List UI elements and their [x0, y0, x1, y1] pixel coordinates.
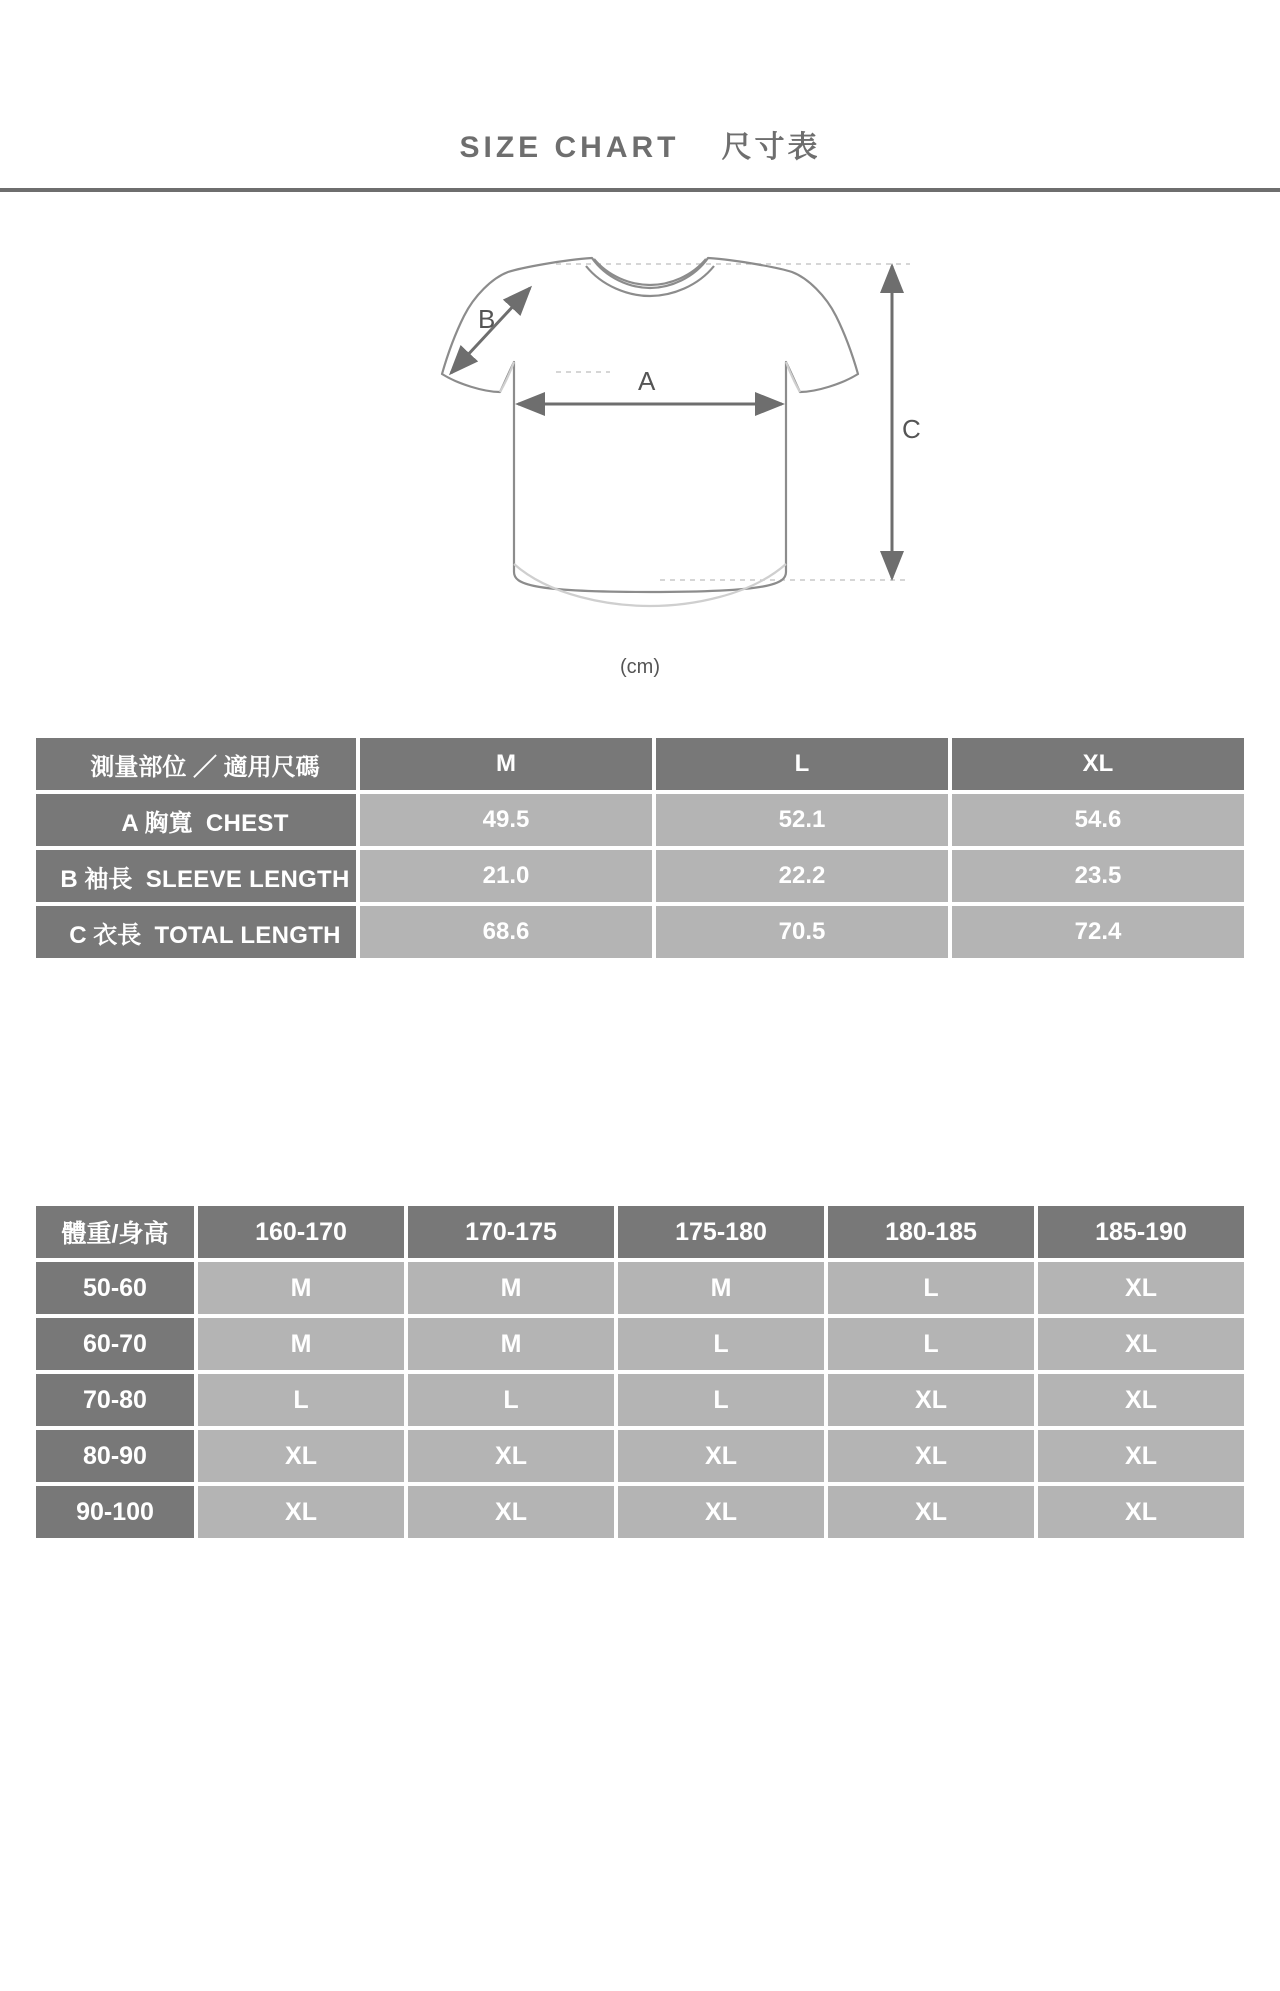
table-cell: XL	[1038, 1486, 1244, 1538]
table-cell: L	[828, 1318, 1034, 1370]
table-cell: 21.0	[360, 850, 652, 902]
weight-row-label-5: 90-100	[36, 1486, 194, 1538]
table-cell: L	[198, 1374, 404, 1426]
table-cell: M	[198, 1318, 404, 1370]
height-header-5: 185-190	[1038, 1206, 1244, 1258]
table-cell: M	[408, 1262, 614, 1314]
section-spacer	[0, 962, 1280, 1202]
row-label-zh: 胸寬	[144, 809, 193, 837]
weight-row-label-1: 50-60	[36, 1262, 194, 1314]
measurement-table-block	[32, 734, 1248, 962]
table-cell: 52.1	[656, 794, 948, 846]
size-header-m: M	[360, 738, 652, 790]
garment-diagram	[0, 192, 1280, 692]
measurement-row-label-sleeve	[36, 850, 356, 902]
page-title-en: SIZE CHART	[459, 131, 680, 164]
table-row	[36, 906, 1244, 958]
table-cell: 22.2	[656, 850, 948, 902]
fit-table	[32, 1202, 1248, 1542]
height-header-2: 170-175	[408, 1206, 614, 1258]
size-header-xl: XL	[952, 738, 1244, 790]
measurement-row-label-total	[36, 906, 356, 958]
table-cell: L	[618, 1374, 824, 1426]
measurement-table-corner: 測量部位 ／ 適用尺碼	[36, 738, 356, 790]
row-label-en: TOTAL LENGTH	[154, 921, 341, 949]
table-cell: XL	[1038, 1318, 1244, 1370]
row-letter: A	[121, 809, 138, 837]
table-cell: 49.5	[360, 794, 652, 846]
table-cell: XL	[618, 1486, 824, 1538]
row-label-zh: 袖長	[84, 865, 133, 893]
table-cell: M	[618, 1262, 824, 1314]
weight-row-label-3: 70-80	[36, 1374, 194, 1426]
size-header-l: L	[656, 738, 948, 790]
table-cell: 23.5	[952, 850, 1244, 902]
fit-table-block	[32, 1202, 1248, 1542]
table-cell: M	[408, 1318, 614, 1370]
measure-label-a: A	[638, 366, 656, 396]
measurement-table	[32, 734, 1248, 962]
table-row	[36, 1206, 1244, 1258]
table-cell: L	[828, 1262, 1034, 1314]
page-title-zh: 尺寸表	[721, 131, 821, 164]
table-cell: L	[408, 1374, 614, 1426]
height-header-1: 160-170	[198, 1206, 404, 1258]
table-cell: XL	[198, 1486, 404, 1538]
unit-label: (cm)	[620, 656, 660, 678]
table-row	[36, 1374, 1244, 1426]
table-cell: XL	[828, 1374, 1034, 1426]
table-cell: XL	[1038, 1430, 1244, 1482]
tshirt-outline-icon	[190, 192, 1090, 672]
row-letter: B	[60, 865, 78, 893]
table-cell: XL	[828, 1486, 1034, 1538]
measure-label-c: C	[902, 414, 921, 444]
weight-row-label-4: 80-90	[36, 1430, 194, 1482]
table-cell: M	[198, 1262, 404, 1314]
fit-table-corner: 體重/身高	[36, 1206, 194, 1258]
weight-row-label-2: 60-70	[36, 1318, 194, 1370]
height-header-4: 180-185	[828, 1206, 1034, 1258]
table-cell: XL	[618, 1430, 824, 1482]
table-row	[36, 1318, 1244, 1370]
page-header	[0, 0, 1280, 166]
measurement-row-label-chest	[36, 794, 356, 846]
table-cell: 54.6	[952, 794, 1244, 846]
table-cell: XL	[1038, 1262, 1244, 1314]
table-cell: XL	[828, 1430, 1034, 1482]
table-cell: XL	[408, 1430, 614, 1482]
row-label-en: SLEEVE LENGTH	[145, 865, 350, 893]
height-header-3: 175-180	[618, 1206, 824, 1258]
table-cell: L	[618, 1318, 824, 1370]
table-cell: XL	[1038, 1374, 1244, 1426]
table-row	[36, 794, 1244, 846]
table-row	[36, 1486, 1244, 1538]
table-cell: 68.6	[360, 906, 652, 958]
row-label-zh: 衣長	[93, 921, 142, 949]
table-cell: XL	[198, 1430, 404, 1482]
page-title	[460, 122, 821, 166]
table-cell: 72.4	[952, 906, 1244, 958]
table-row	[36, 850, 1244, 902]
measure-label-b: B	[478, 304, 496, 334]
row-label-en: CHEST	[205, 809, 289, 837]
table-row	[36, 738, 1244, 790]
row-letter: C	[69, 921, 87, 949]
table-cell: XL	[408, 1486, 614, 1538]
table-cell: 70.5	[656, 906, 948, 958]
table-row	[36, 1262, 1244, 1314]
table-row	[36, 1430, 1244, 1482]
